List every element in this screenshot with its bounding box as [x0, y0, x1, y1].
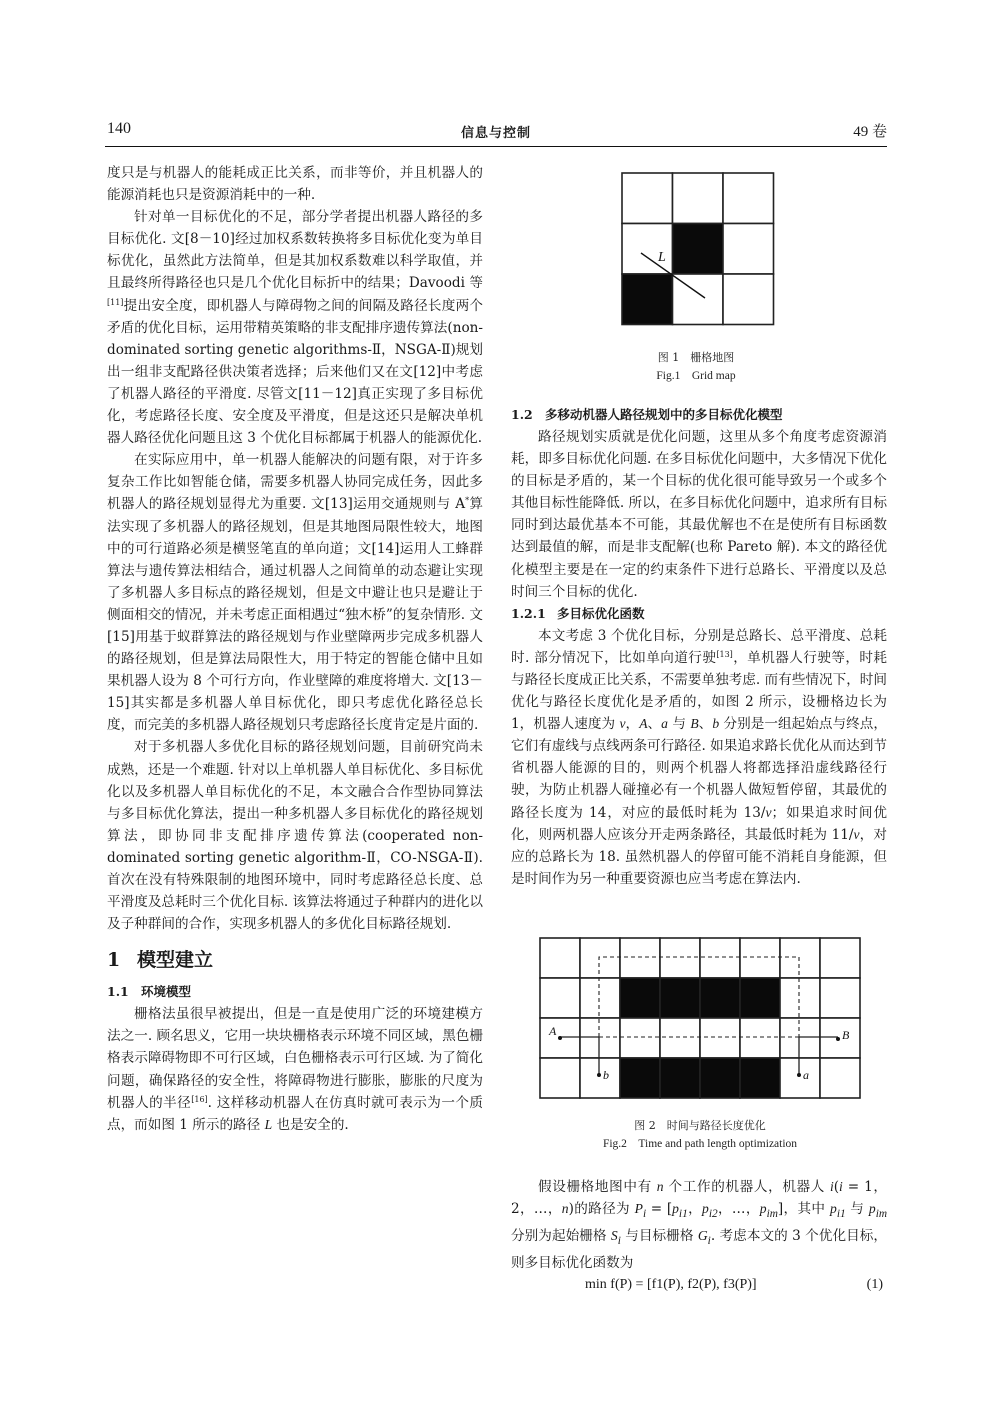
math-subscript: i2: [708, 1207, 718, 1220]
text-run: . 这样移动机器人在仿真时就可表示为一个质点，而如图 1 所示的路径: [107, 1094, 483, 1133]
figure-2-caption: [540, 1116, 860, 1154]
point-a: [797, 1073, 801, 1077]
math-var: i: [839, 1179, 843, 1194]
math-var: a: [661, 716, 668, 732]
text-run: 与: [845, 1201, 869, 1218]
free-cell: [580, 978, 620, 1018]
free-cell: [673, 274, 724, 325]
text-run: )的路径为: [568, 1201, 635, 1218]
section-number: 1: [107, 949, 121, 972]
caption-cn: 图 1 栅格地图: [657, 351, 735, 364]
point-b: [597, 1073, 601, 1077]
obstacle-cell: [740, 978, 780, 1018]
free-cell: [580, 1058, 620, 1098]
obstacle-cell: [622, 274, 673, 325]
math-var: v: [619, 716, 626, 732]
obstacle-cell: [660, 1058, 700, 1098]
text-run: ，对应的总路长为 18. 虽然机器人的停留可能不消耗自身能源，但是时间作为另一种重要资源也应当考虑在算法内.: [511, 826, 888, 887]
math-var: n: [656, 1179, 664, 1194]
free-cell: [673, 173, 724, 224]
paragraph-multi-robot-review: [107, 449, 483, 736]
math-subscript: i1: [678, 1207, 688, 1220]
citation-11: [11]: [107, 297, 124, 307]
math-var: p: [702, 1201, 709, 1217]
label-B: B: [842, 1028, 850, 1042]
free-cell: [622, 173, 673, 224]
math-var: p: [868, 1201, 876, 1217]
free-cell: [660, 938, 700, 978]
section-heading-1: [107, 947, 483, 973]
section-title: 多移动机器人路径规划中的多目标优化模型: [545, 407, 783, 422]
free-cell: [820, 938, 860, 978]
free-cell: [622, 224, 673, 275]
free-cell: [820, 1058, 860, 1098]
free-cell: [820, 1018, 860, 1058]
text-run: 、: [698, 716, 713, 733]
right-column-lower: [511, 1176, 887, 1296]
math-var: P: [634, 1201, 643, 1217]
caption-en: Fig.2 Time and path length optimization: [602, 1138, 798, 1150]
math-var: p: [830, 1201, 837, 1217]
math-var: b: [712, 716, 720, 732]
math-var: G: [697, 1227, 708, 1243]
paragraph-multi-objective-review: [107, 206, 483, 449]
text-run: 分别是一组起始点与终点，它们有虚线与点线两条可行路径. 如果追求路长优化从而达到节省机器人能源的目的，则两个机器人将都选择沿虚线路径行驶，为防止机器人碰撞必有一个机器人做短暂停留，其最优的路径长度为 14，对应的最低时耗为 13/: [511, 716, 887, 821]
label-b: b: [603, 1068, 609, 1082]
math-var: i: [829, 1179, 834, 1194]
figure-2-time-path-optimization: [539, 937, 861, 1099]
right-column-upper: [511, 404, 887, 890]
math-var: L: [264, 1116, 273, 1132]
volume-label: 49 卷: [853, 124, 887, 140]
text-run: 栅格法虽很早被提出，但是一直是使用广泛的环境建模方法之一. 顾名思义，它用一块块栅格表示环境不同区域，黑色栅格表示障碍物即不可行区域，白色栅格表示可行区域. 为了简化问题，确保路径的安全性，将障碍物进行膨胀，膨胀的尺度为机器人的半径: [107, 1006, 483, 1111]
text-run: 与目标栅格: [620, 1227, 698, 1244]
math-var: v: [765, 804, 772, 820]
text-run: ，单机器人行驶等，时耗与路径长度成正比关系，不需要单独考虑. 而有些情况下，时间优化与路径长度优化是矛盾的，如图 2 所示，设栅格边长为1，机器人速度为: [511, 649, 887, 733]
text-run: 分别为起始栅格: [511, 1227, 611, 1244]
math-subscript: i: [642, 1207, 647, 1220]
page-number: 140: [107, 120, 131, 137]
path-label-l: L: [658, 250, 666, 265]
paragraph-path-definition: [511, 1176, 887, 1274]
text-run: 本文考虑 3 个优化目标，分别是总路长、总平滑度、总耗时. 部分情况下，比如单向道行驶: [511, 627, 887, 666]
math-subscript: i: [707, 1234, 711, 1247]
math-subscript: i: [617, 1234, 621, 1247]
text-run: . 考虑本文的 3 个优化目标，则多目标优化函数为: [511, 1227, 887, 1271]
math-var: n: [561, 1201, 569, 1217]
free-cell: [580, 938, 620, 978]
obstacle-cell: [700, 1058, 740, 1098]
obstacle-cell: [700, 978, 740, 1018]
figure-1-grid-map: [621, 172, 775, 326]
obstacle-cell: [620, 978, 660, 1018]
point-B: [836, 1037, 840, 1041]
free-cell: [540, 1058, 580, 1098]
free-cell: [700, 1018, 740, 1058]
text-run: 算法实现了多机器人的路径规划，但是其地图局限性较大，地图中的可行道路必须是横竖笔直的单向道；文[14]运用人工蜂群算法与遗传算法相结合，通过机器人之间简单的动态避让实现了多机器人多目标点的路径规划，但是文中避让也只是避让于侧面相交的情况，并未考虑正面相遇过“独木桥”的复杂情形. 文[15]用基于蚁群算法的路径规划与作业壁障两步完成多机器人的路径规划，但是算法局限性大，用于特定的智能仓储中且如果机器人设为 8 个可行方向，作业壁障的难度将增大. 文[13－15]其实都是多机器人单目标优化，即只考虑优化路径总长度，而完美的多机器人路径规划只考虑路径长度肯定是片面的.: [107, 496, 484, 734]
free-cell: [740, 1018, 780, 1058]
caption-en: Fig.1 Grid map: [656, 370, 736, 382]
free-cell: [540, 978, 580, 1018]
journal-name: 信息与控制: [460, 126, 531, 141]
obstacle-cell: [620, 1058, 660, 1098]
free-cell: [660, 1018, 700, 1058]
math-var: A: [639, 716, 648, 732]
obstacle-cell: [740, 1058, 780, 1098]
section-heading-1-2-1: [511, 603, 887, 625]
text-run: 与: [667, 716, 691, 733]
text-run: 提出安全度，即机器人与障碍物之间的间隔及路径长度两个矛盾的优化目标，运用带精英策略的非支配排序遗传算法(non-dominated sorting genetic algorithms-Ⅱ，NSGA-Ⅱ)规划出一组非支配路径供决策者选择；后来他们又在文[12]中考虑了机器人路径的平滑度. 尽管文[11－12]真正实现了多目标优化，考虑路径长度、安全度及平滑度，但是这还只是解决单机器人路径优化问题且这 3 个优化目标都属于机器人的能源优化.: [107, 297, 483, 447]
text-run: = 1，2，…，: [511, 1179, 887, 1218]
free-cell: [740, 938, 780, 978]
paragraph-optimization-problem: 路径规划实质就是优化问题，这里从多个角度考虑资源消耗，即多目标优化问题. 在多目标优化问题中，大多情况下优化的目标是矛盾的，某一个目标的优化很可能导致另一个或多个其他目标性能降低. 所以，在多目标优化问题中，追求所有目标同时到达最优基本不可能，其最优解也不在是使所有目标函数达到最值的解，而是非支配解(也称 Pareto 解). 本文的路径优化模型主要是在一定的约束条件下进行总路长、平滑度以及总时间三个目标的优化.: [511, 429, 887, 600]
obstacle-cell: [673, 224, 724, 275]
section-title: 模型建立: [137, 949, 214, 972]
math-var: v: [853, 826, 860, 842]
text-run: 假设栅格地图中有: [538, 1179, 657, 1195]
math-subscript: im: [875, 1207, 888, 1220]
free-cell: [540, 938, 580, 978]
text-run: ，: [687, 1201, 703, 1218]
text-run: = [: [646, 1201, 673, 1218]
text-run: 也是安全的.: [272, 1116, 349, 1133]
equation-number: (1): [866, 1276, 883, 1292]
free-cell: [620, 1018, 660, 1058]
paragraph-objectives: [511, 625, 887, 890]
caption-cn: 图 2 时间与路径长度优化: [634, 1119, 766, 1132]
free-cell: [780, 978, 820, 1018]
text-run: (: [833, 1179, 840, 1195]
math-subscript: i1: [836, 1207, 846, 1220]
text-run: ，: [625, 716, 640, 733]
section-heading-1-1: [107, 981, 483, 1003]
equation-1: [511, 1274, 887, 1296]
math-subscript: im: [766, 1207, 778, 1220]
header-rule: [105, 146, 887, 147]
text-run: 、: [647, 716, 662, 733]
citation-13: [13]: [716, 649, 733, 659]
astar-superscript: *: [465, 496, 470, 506]
paragraph-energy: 度只是与机器人的能耗成正比关系，而非等价，并且机器人的能源消耗也只是资源消耗中的一种.: [107, 165, 483, 204]
equation-body: min f(P) = [f1(P), f2(P), f3(P)]: [585, 1276, 757, 1292]
free-cell: [780, 938, 820, 978]
label-a: a: [803, 1068, 809, 1082]
label-A: A: [549, 1024, 557, 1038]
section-number: 1.2.1: [511, 605, 546, 621]
free-cell: [780, 1058, 820, 1098]
math-var: p: [759, 1201, 767, 1217]
section-title: 多目标优化函数: [557, 605, 645, 621]
paragraph-environment-model: [107, 1003, 483, 1136]
section-number: 1.2: [511, 407, 533, 422]
text-run: ]，其中: [777, 1201, 831, 1218]
free-cell: [723, 224, 774, 275]
text-run: ；如果追求时间优化，则两机器人应该分开走两条路径，其最低时耗为 11/: [511, 804, 887, 843]
free-cell: [620, 938, 660, 978]
obstacle-cell: [660, 978, 700, 1018]
point-A: [558, 1036, 562, 1040]
section-number: 1.1: [107, 984, 129, 1000]
free-cell: [723, 274, 774, 325]
free-cell: [780, 1018, 820, 1058]
math-var: p: [672, 1201, 679, 1217]
free-cell: [700, 938, 740, 978]
running-header: [105, 120, 887, 144]
figure-1-caption: [596, 348, 796, 386]
left-column: [107, 162, 483, 1136]
section-title: 环境模型: [141, 984, 192, 1000]
math-var: B: [690, 716, 699, 732]
math-var: S: [610, 1227, 618, 1243]
paragraph-contribution: 对于多机器人多优化目标的路径规划问题，目前研究尚未成熟，还是一个难题. 针对以上单机器人单目标优化、多目标优化以及多机器人单目标优化的不足，本文融合合作型协同算法与多目标优化算法，提出一种多机器人多目标优化的路径规划算法，即协同非支配排序遗传算法(cooperated non-dominated sorting genetic algorithm-Ⅱ，CO-NSGA-Ⅱ). 首次在没有特殊限制的地图环境中，同时考虑路径总长度、总平滑度及总耗时三个优化目标. 该算法将通过子种群内的进化以及子种群间的合作，实现多机器人的多优化目标路径规划.: [107, 739, 483, 933]
free-cell: [820, 978, 860, 1018]
section-heading-1-2: [511, 404, 887, 426]
free-cell: [723, 173, 774, 224]
text-run: 针对单一目标优化的不足，部分学者提出机器人路径的多目标优化. 文[8－10]经过加权系数转换将多目标优化变为单目标优化，虽然此方法简单，但是其加权系数难以科学取值，并且最终所得路径也只是几个优化目标折中的结果；Davoodi 等: [107, 209, 483, 292]
citation-16: [16]: [191, 1094, 208, 1104]
text-run: 个工作的机器人，机器人: [663, 1179, 830, 1195]
free-cell: [580, 1018, 620, 1058]
text-run: 在实际应用中，单一机器人能解决的问题有限，对于许多复杂工作比如智能仓储，需要多机器人协同完成任务，因此多机器人的路径规划显得尤为重要. 文[13]运用交通规则与 A: [107, 452, 483, 513]
text-run: ，…，: [717, 1201, 760, 1218]
